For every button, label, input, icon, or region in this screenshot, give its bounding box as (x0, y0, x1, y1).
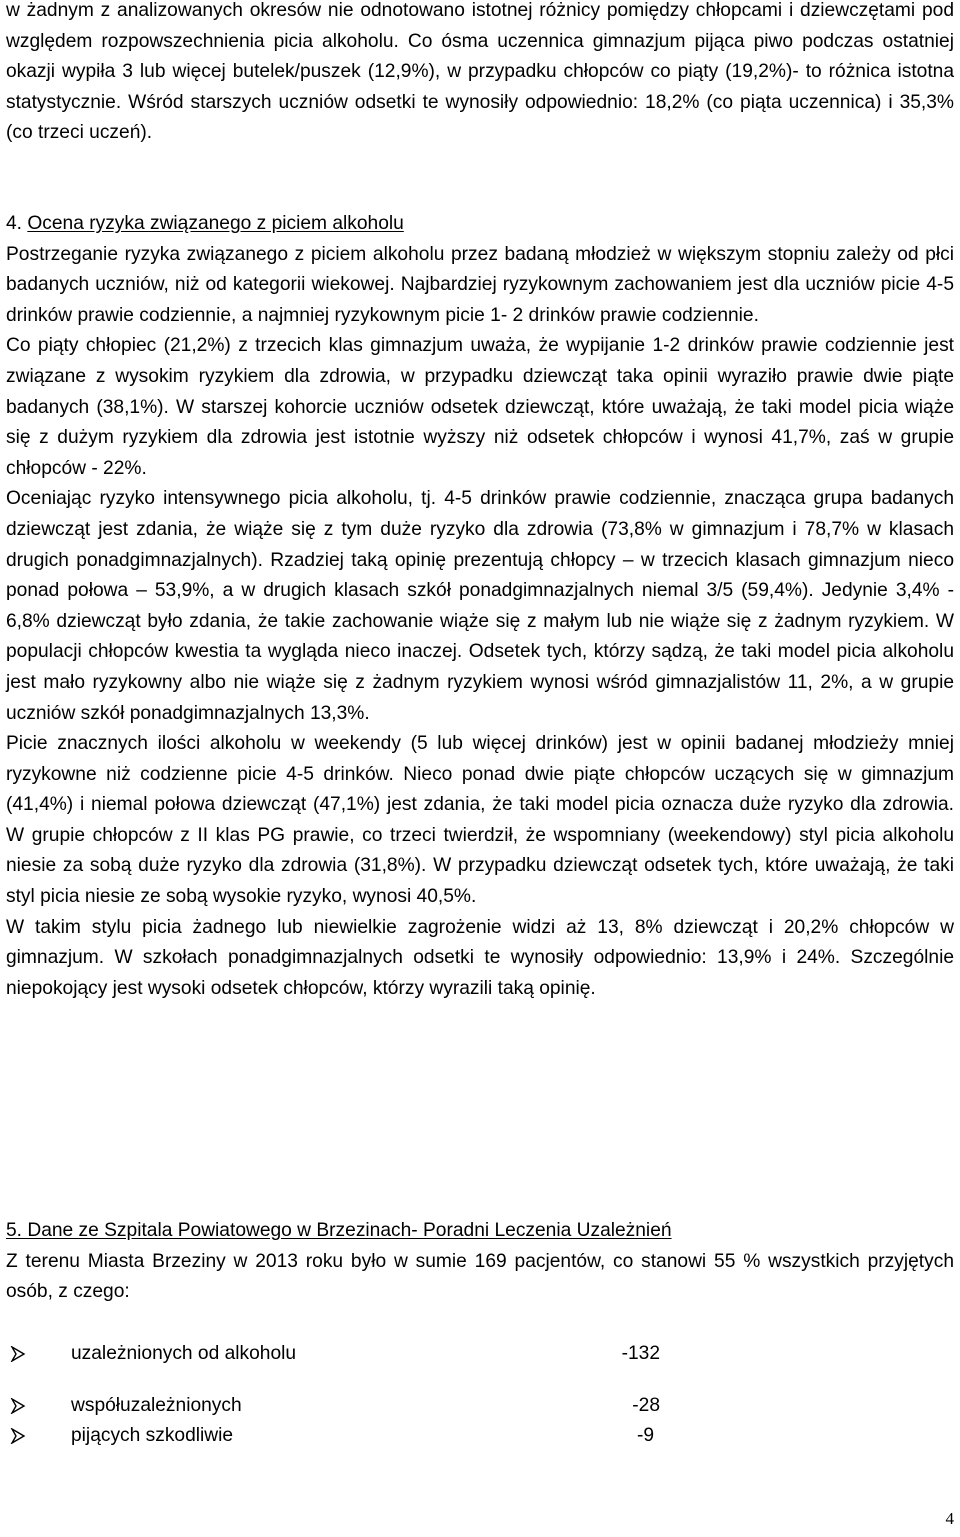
list-item-label: pijących szkodliwie (71, 1425, 234, 1446)
section-5-heading: 5. Dane ze Szpitala Powiatowego w Brzezinach- Poradni Leczenia Uzależnień (6, 1220, 672, 1241)
section-4-paragraph-4: Picie znacznych ilości alkoholu w weekendy (5 lub więcej drinków) jest w opinii badanej młodzieży mniej ryzykowne niż codzienne picie 4-5 drinków. Nieco ponad dwie piąte chłopców uczących się w gimnazjum (41,4%) i niemal połowa dziewcząt (47,1%) jest zdania, że taki model picia oznacza duże ryzyko dla zdrowia. W grupie chłopców z II klas PG prawie, co trzeci twierdził, że wspomniany (weekendowy) styl picia alkoholu niesie za sobą duże ryzyko dla zdrowia (31,8%). W przypadku dziewcząt odsetek tych, które uważają, że taki styl picia niesie ze sobą wysokie ryzyko, wynosi 40,5%. (6, 733, 954, 908)
section-4-title: Ocena ryzyka związanego z piciem alkoholu (27, 213, 404, 234)
list-item (6, 1391, 706, 1421)
list-item-value: -132 (621, 1343, 660, 1364)
list-item-label: współuzależnionych (71, 1395, 242, 1416)
section-4-paragraph-1: Postrzeganie ryzyka związanego z piciem alkoholu przez badaną młodzież w większym stopniu zależy od płci badanych uczniów, niż od kategorii wiekowej. Najbardziej ryzykownym zachowaniem jest dla uczniów picie 4-5 drinków prawie codziennie, a najmniej ryzykownym picie 1- 2 drinków prawie codziennie. (6, 243, 954, 326)
arrow-bullet-icon (10, 1428, 26, 1444)
arrow-bullet-icon (10, 1346, 26, 1362)
arrow-bullet-icon (10, 1398, 26, 1414)
list-item-label: uzależnionych od alkoholu (71, 1343, 297, 1364)
list-item (6, 1421, 706, 1451)
section-4-paragraph-2: Co piąty chłopiec (21,2%) z trzecich klas gimnazjum uważa, że wypijanie 1-2 drinków prawie codziennie jest związane z wysokim ryzykiem dla zdrowia, w przypadku dziewcząt taka opinii wyraziło prawie dwie piąte badanych (38,1%). W starszej kohorcie uczniów odsetek dziewcząt, które uważają, że taki model picia wiąże się z dużym ryzykiem dla zdrowia jest istotnie wyższy niż odsetek chłopców i wynosi 41,7%, zaś w grupie chłopców - 22%. (6, 335, 954, 479)
section-5-paragraph: Z terenu Miasta Brzeziny w 2013 roku było w sumie 169 pacjentów, co stanowi 55 % wszystkich przyjętych osób, z czego: (6, 1250, 954, 1303)
intro-paragraph: w żadnym z analizowanych okresów nie odnotowano istotnej różnicy pomiędzy chłopcami i dziewczętami pod względem rozpowszechnienia picia alkoholu. Co ósma uczennica gimnazjum pijąca piwo podczas ostatniej okazji wypiła 3 lub więcej butelek/puszek (12,9%), w przypadku chłopców co piąty (19,2%)- to różnica istotna statystycznie. Wśród starszych uczniów odsetki te wynosiły odpowiednio: 18,2% (co piąta uczennica) i 35,3% (co trzeci uczeń). (6, 0, 954, 144)
page-number: 4 (945, 1509, 954, 1528)
list-item-value: -9 (636, 1425, 654, 1446)
section-4 (6, 209, 954, 1004)
list-item (6, 1339, 706, 1369)
intro-block (6, 0, 954, 149)
section-4-number: 4. (6, 213, 28, 234)
section-4-paragraph-3: Oceniając ryzyko intensywnego picia alkoholu, tj. 4-5 drinków prawie codziennie, znacząca grupa badanych dziewcząt jest zdania, że wiąże się z tym duże ryzyko dla zdrowia (73,8% w gimnazjum i 78,7% w klasach drugich ponadgimnazjalnych). Rzadziej taką opinię prezentują chłopcy – w trzecich klasach gimnazjum nieco ponad połowa – 53,9%, a w drugich klasach szkół ponadgimnazjalnych niemal 3/5 (59,4%). Jedynie 3,4% - 6,8% dziewcząt było zdania, że takie zachowanie wiąże się z małym lub nie wiąże się z żadnym ryzykiem. W populacji chłopców kwestia ta wygląda nieco inaczej. Odsetek tych, którzy sądzą, że taki model picia alkoholu jest mało ryzykowny albo nie wiąże się z żadnym ryzykiem wynosi wśród gimnazjalistów 11, 2%, a w grupie uczniów szkół ponadgimnazjalnych 13,3%. (6, 488, 954, 724)
list-item-value: -28 (632, 1395, 660, 1416)
section-5 (6, 1216, 954, 1308)
section-4-heading (6, 209, 954, 240)
section-4-paragraph-5: W takim stylu picia żadnego lub niewielkie zagrożenie widzi aż 13, 8% dziewcząt i 20,2% chłopców w gimnazjum. W szkołach ponadgimnazjalnych odsetki te wynosiły odpowiednio: 13,9% i 24%. Szczególnie niepokojący jest wysoki odsetek chłopców, którzy wyrazili taką opinię. (6, 916, 954, 999)
